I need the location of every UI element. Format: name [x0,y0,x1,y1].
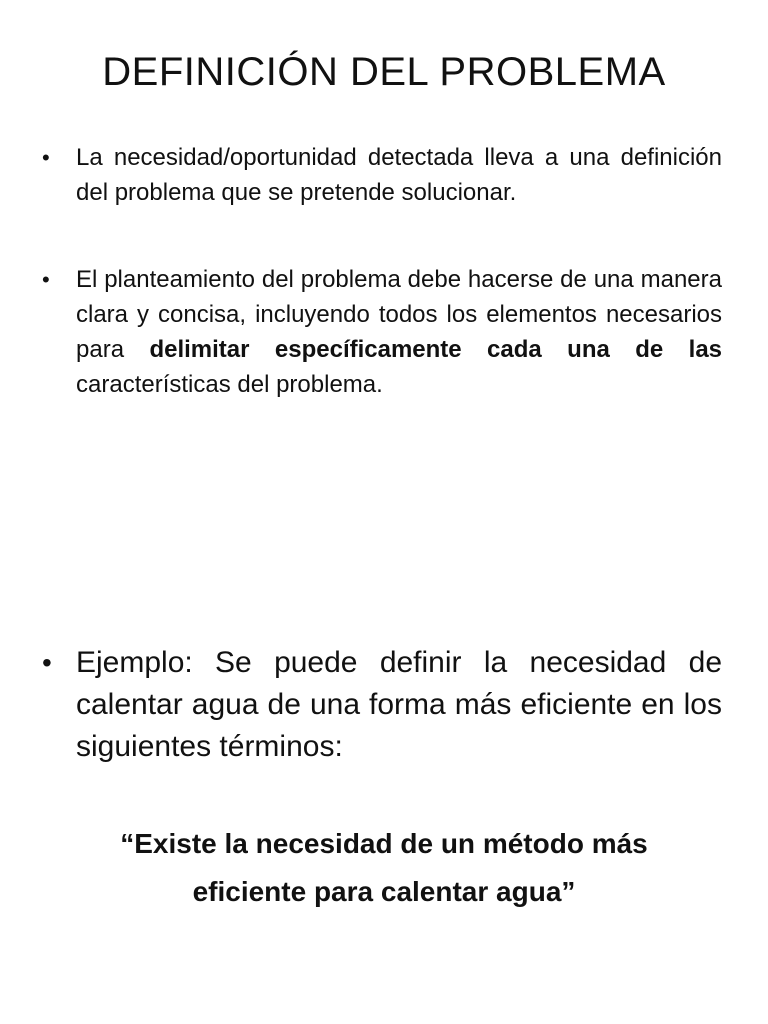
quote-line-2: eficiente para calentar agua” [192,876,576,907]
bullet-text-bold: delimitar específicamente cada una de las [149,336,723,363]
bullet-text-before: El planteamiento del problema debe hacerse de una manera clara y concisa, incluyendo todos los elementos necesarios para [76,266,722,363]
bullet-text: Ejemplo: Se puede definir la necesidad de calentar agua de una forma más eficiente en los siguientes términos: [76,646,722,763]
bullet-text: La necesidad/oportunidad detectada lleva a una definición del problema que se pretende solucionar. [76,144,722,206]
bullet-item [38,262,722,402]
bullet-text-after: características del problema. [76,371,383,398]
bullet-icon: • [42,145,50,170]
quote-line-1: “Existe la necesidad de un método más [120,828,648,859]
example-quote [40,820,728,916]
bullet-item [38,642,722,768]
bullet-text [76,262,722,402]
bullet-icon: • [42,267,50,292]
bullet-item [38,140,722,210]
bullet-icon: • [42,647,52,678]
slide-title: DEFINICIÓN DEL PROBLEMA [102,50,666,94]
